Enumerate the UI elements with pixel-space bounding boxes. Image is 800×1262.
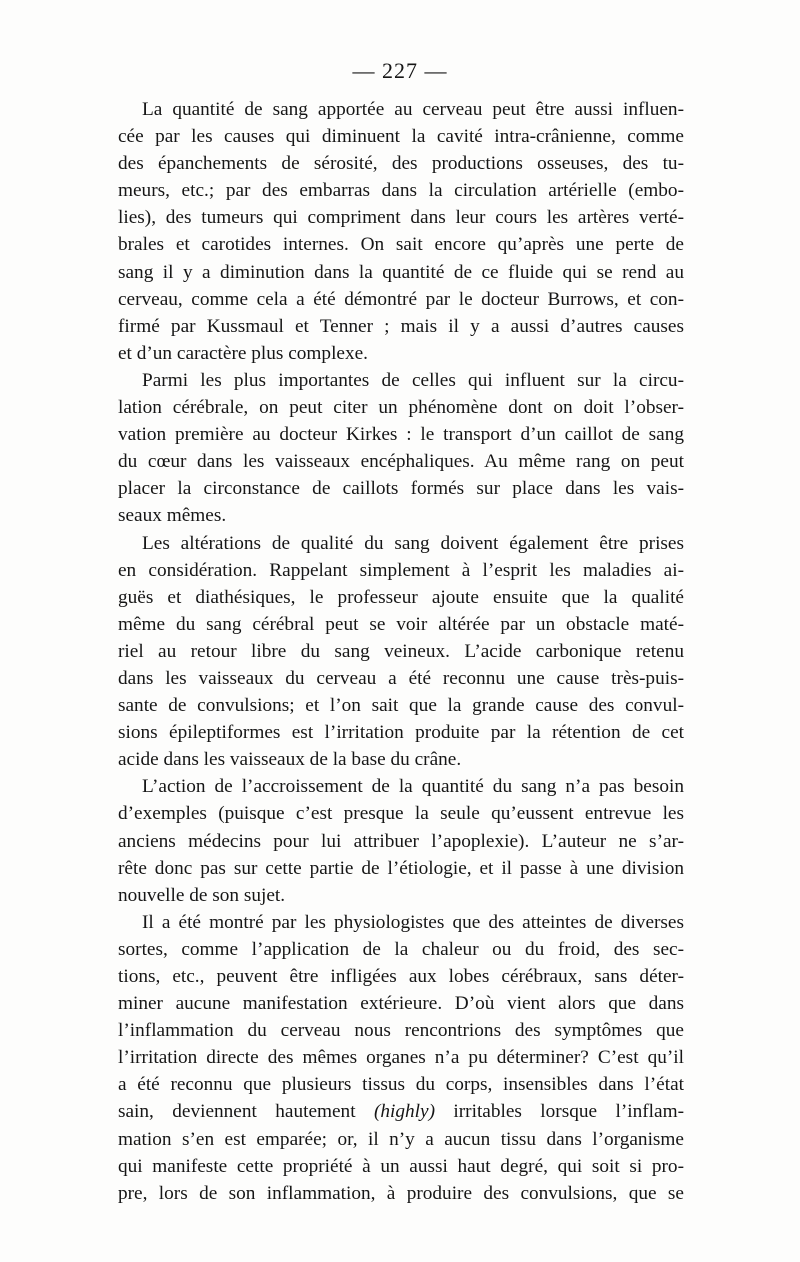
text-line: sions épileptiformes est l’irritation produite par la rétention de cet xyxy=(118,722,684,744)
text-line: seaux mêmes. xyxy=(118,505,227,527)
paragraph-1 xyxy=(118,96,684,367)
text-line xyxy=(118,1098,684,1125)
text-line: nouvelle de son sujet. xyxy=(118,884,286,906)
text-line: tions, etc., peuvent être infligées aux lobes cérébraux, sans déter- xyxy=(118,966,684,987)
text-line: en considération. Rappelant simplement à l’esprit les maladies ai- xyxy=(118,559,684,581)
text-line: placer la circonstance de caillots formés sur place dans les vais- xyxy=(118,478,684,500)
text-line: guës et diathésiques, le professeur ajoute ensuite que la qualité xyxy=(118,586,684,608)
text-line: meurs, etc.; par des embarras dans la circulation artérielle (embo- xyxy=(118,180,684,202)
text-line: L’action de l’accroissement de la quantité du sang n’a pas besoin xyxy=(142,776,684,798)
text-line: cerveau, comme cela a été démontré par le docteur Burrows, et con- xyxy=(118,288,684,310)
text-line: l’inflammation du cerveau nous rencontrions des symptômes que xyxy=(118,1020,684,1042)
text-line: cée par les causes qui diminuent la cavité intra-crânienne, comme xyxy=(118,126,684,148)
text-line: du cœur dans les vaisseaux encéphaliques. Au même rang on peut xyxy=(118,451,684,473)
page-body xyxy=(118,96,684,1207)
text-line: miner aucune manifestation extérieure. D’où vient alors que dans xyxy=(118,993,684,1015)
text-line: et d’un caractère plus complexe. xyxy=(118,342,368,364)
page-number: — 227 — xyxy=(352,58,448,83)
text-line: riel au retour libre du sang veineux. L’acide carbonique retenu xyxy=(118,640,684,662)
text-line: a été reconnu que plusieurs tissus du corps, insensibles dans l’état xyxy=(118,1074,684,1096)
italic-term: (highly) xyxy=(373,1101,435,1123)
text-line: anciens médecins pour lui attribuer l’apoplexie). L’auteur ne s’ar- xyxy=(118,830,684,852)
paragraph-3 xyxy=(118,530,684,774)
text-line: Parmi les plus importantes de celles qui influent sur la circu- xyxy=(142,369,684,391)
text-line: rête donc pas sur cette partie de l’étiologie, et il passe à une division xyxy=(118,857,684,879)
text-line: Les altérations de qualité du sang doivent également être prises xyxy=(142,532,684,554)
text-line: des épanchements de sérosité, des productions osseuses, des tu- xyxy=(118,153,684,175)
text-line: brales et carotides internes. On sait encore qu’après une perte de xyxy=(118,234,684,256)
text-line: lation cérébrale, on peut citer un phénomène dont on doit l’obser- xyxy=(118,397,684,419)
text-line: sante de convulsions; et l’on sait que la grande cause des convul- xyxy=(118,695,684,717)
line-segment: sain, deviennent hautement xyxy=(118,1101,356,1123)
text-line: dans les vaisseaux du cerveau a été reconnu une cause très-puis- xyxy=(118,667,684,689)
text-line: sortes, comme l’application de la chaleur ou du froid, des sec- xyxy=(118,938,684,960)
text-line: mation s’en est emparée; or, il n’y a aucun tissu dans l’organisme xyxy=(118,1128,684,1150)
line-segment: irritables lorsque l’inflam- xyxy=(453,1101,684,1123)
text-line: Il a été montré par les physiologistes que des atteintes de diverses xyxy=(142,911,684,933)
text-line: d’exemples (puisque c’est presque la seule qu’eussent entrevue les xyxy=(118,803,684,825)
text-line: sang il y a diminution dans la quantité de ce fluide qui se rend au xyxy=(118,261,684,283)
paragraph-5 xyxy=(118,909,684,1207)
text-line: La quantité de sang apportée au cerveau peut être aussi influen- xyxy=(142,99,684,120)
text-line: même du sang cérébral peut se voir altérée par un obstacle maté- xyxy=(118,613,684,635)
paragraph-2 xyxy=(118,367,684,530)
text-line: vation première au docteur Kirkes : le transport d’un caillot de sang xyxy=(118,424,684,446)
text-line: acide dans les vaisseaux de la base du crâne. xyxy=(118,749,462,771)
text-line: qui manifeste cette propriété à un aussi haut degré, qui soit si pro- xyxy=(118,1155,684,1177)
paragraph-4 xyxy=(118,773,684,908)
text-line: l’irritation directe des mêmes organes n’a pu déterminer? C’est qu’il xyxy=(118,1047,684,1069)
text-line: pre, lors de son inflammation, à produire des convulsions, que se xyxy=(118,1182,684,1204)
text-line: lies), des tumeurs qui compriment dans leur cours les artères verté- xyxy=(118,207,684,229)
text-line: firmé par Kussmaul et Tenner ; mais il y a aussi d’autres causes xyxy=(118,315,684,337)
